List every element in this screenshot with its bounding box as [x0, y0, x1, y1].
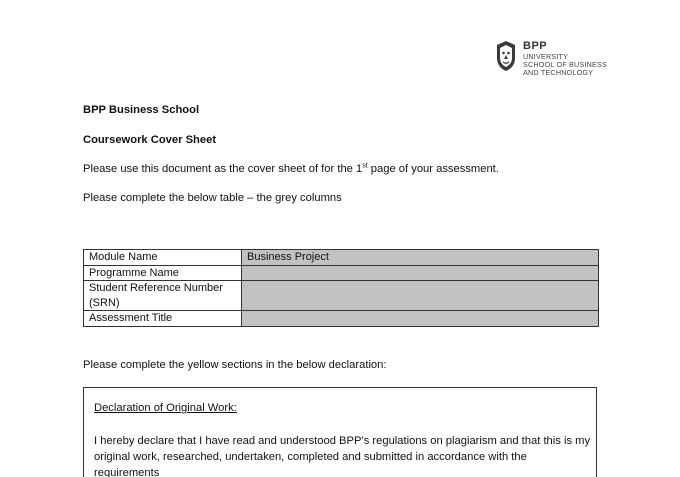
table-row: [84, 250, 599, 266]
logo-line-2: SCHOOL OF BUSINESS: [523, 60, 608, 69]
lion-head-logo-icon: [495, 40, 517, 72]
logo-brand: BPP: [523, 40, 548, 52]
table-row: [84, 311, 599, 327]
logo-line-3: AND TECHNOLOGY: [523, 68, 594, 77]
school-heading: BPP Business School: [83, 104, 200, 116]
table-instruction: Please complete the below table – the grey columns: [83, 192, 342, 204]
row-label-srn: Student Reference Number (SRN): [84, 281, 242, 311]
cover-sheet-heading: Coursework Cover Sheet: [83, 134, 217, 146]
bpp-logo: [495, 40, 607, 77]
programme-name-field[interactable]: [242, 265, 599, 281]
cover-table: [83, 249, 599, 327]
row-label-assessment-title: Assessment Title: [84, 311, 242, 327]
declaration-title: Declaration of Original Work:: [94, 402, 237, 414]
declaration-body: I hereby declare that I have read and understood BPP’s regulations on plagiarism and that this is my original work, researched, undertaken, completed and submitted in accordance with the requirements: [94, 435, 591, 477]
row-label-module-name: Module Name: [84, 250, 242, 266]
declaration-box: [83, 387, 597, 477]
declaration-instruction: Please complete the yellow sections in the below declaration:: [83, 359, 387, 371]
intro-after: page of your assessment.: [367, 163, 499, 175]
table-row: [84, 281, 599, 311]
srn-field[interactable]: [242, 281, 599, 311]
row-label-programme-name: Programme Name: [84, 265, 242, 281]
intro-text: [83, 163, 499, 175]
module-name-field[interactable]: Business Project: [242, 250, 599, 266]
intro-sup: st: [362, 162, 368, 170]
table-row: [84, 265, 599, 281]
logo-line-1: UNIVERSITY: [523, 52, 569, 61]
intro-before: Please use this document as the cover sheet of for the 1: [83, 163, 363, 175]
assessment-title-field[interactable]: [242, 311, 599, 327]
